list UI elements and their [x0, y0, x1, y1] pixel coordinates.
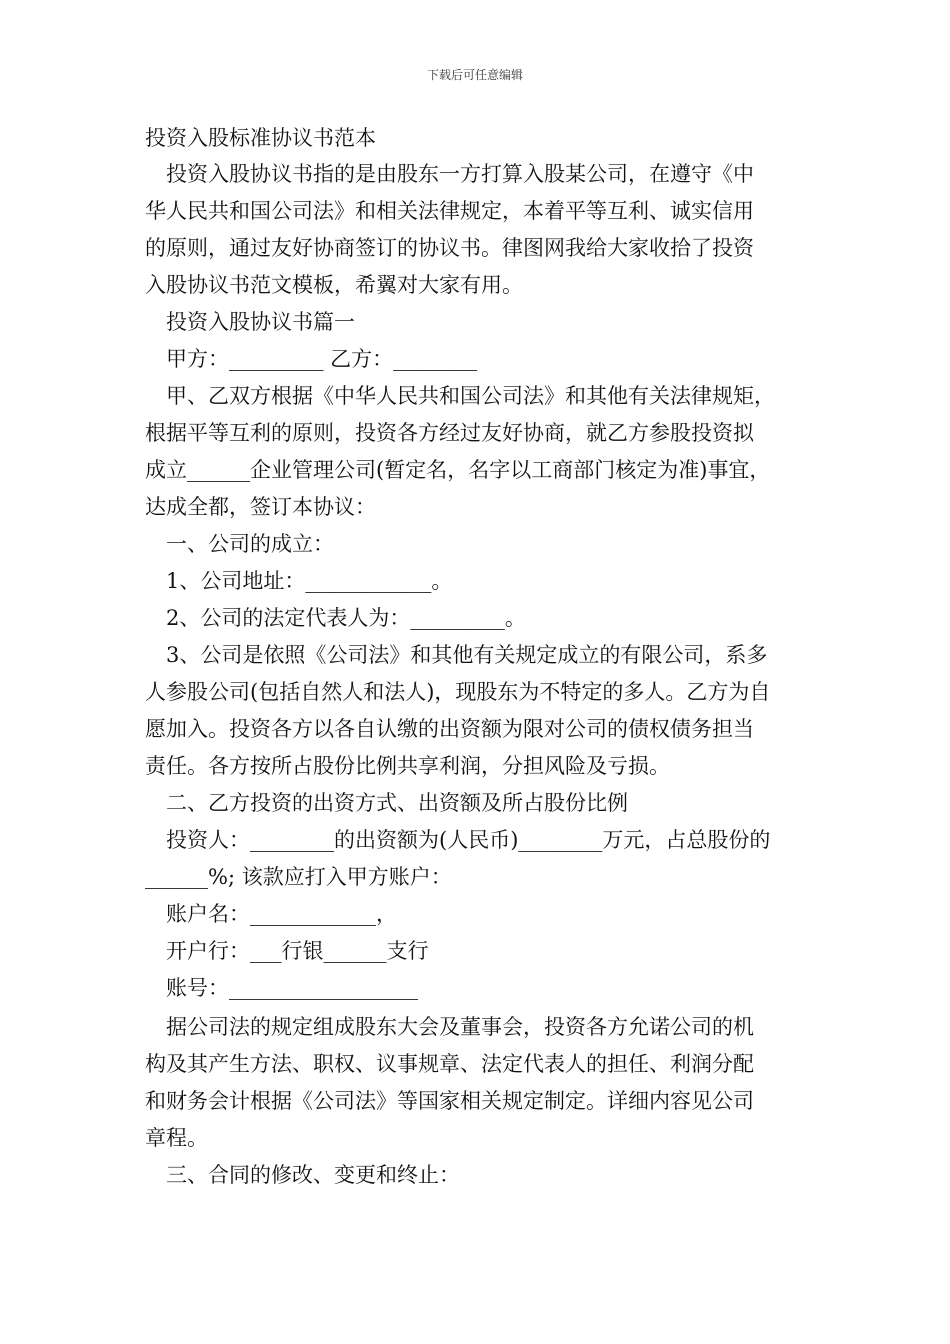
clause-heading: 三、合同的修改、变更和终止：: [166, 1163, 460, 1187]
account-number-line: 账号：__________________: [166, 976, 418, 1000]
account-name-line: 账户名：____________，: [166, 902, 397, 926]
paragraph-line: 构及其产生方法、职权、议事规章、法定代表人的担任、利润分配: [145, 1052, 754, 1076]
paragraph-line: 投资入股协议书指的是由股东一方打算入股某公司，在遵守《中: [166, 162, 754, 186]
paragraph-line: 愿加入。投资各方以各自认缴的出资额为限对公司的债权债务担当: [145, 717, 754, 741]
paragraph-line: 章程。: [145, 1126, 208, 1150]
bank-line: 开户行：___行银______支行: [166, 939, 429, 963]
section-heading: 投资入股协议书篇一: [166, 310, 355, 334]
paragraph-line: 华人民共和国公司法》和相关法律规定，本着平等互利、诚实信用: [145, 199, 754, 223]
clause-item: 2、公司的法定代表人为：_________。: [166, 606, 526, 630]
paragraph-line: 入股协议书范文模板，希翼对大家有用。: [145, 273, 523, 297]
document-body: [145, 120, 815, 1194]
paragraph-line: 人参股公司(包括自然人和法人)，现股东为不特定的多人。乙方为自: [145, 680, 771, 704]
paragraph-line: 和财务会计根据《公司法》等国家相关规定制定。详细内容见公司: [145, 1089, 754, 1113]
paragraph-line: 达成全都，签订本协议：: [145, 495, 376, 519]
clause-item: 3、公司是依照《公司法》和其他有关规定成立的有限公司，系多: [166, 643, 768, 667]
paragraph-line: 甲、乙双方根据《中华人民共和国公司法》和其他有关法律规矩，: [166, 384, 775, 408]
paragraph-line: 根据平等互利的原则，投资各方经过友好协商，就乙方参股投资拟: [145, 421, 754, 445]
clause-heading: 一、公司的成立：: [166, 532, 334, 556]
paragraph-line: 据公司法的规定组成股东大会及董事会，投资各方允诺公司的机: [166, 1015, 754, 1039]
paragraph-line: 的原则，通过友好协商签订的协议书。律图网我给大家收拾了投资: [145, 236, 754, 260]
header-note: 下载后可任意编辑: [426, 68, 523, 82]
paragraph-line: 成立______企业管理公司(暂定名，名字以工商部门核定为准)事宜，: [145, 458, 771, 482]
investment-line: ______%; 该款应打入甲方账户：: [145, 865, 452, 889]
investment-line: 投资人：________的出资额为(人民币)________万元，占总股份的: [166, 828, 771, 852]
party-line: 甲方：_________ 乙方：________: [166, 347, 478, 371]
paragraph-line: 责任。各方按所占股份比例共享利润，分担风险及亏损。: [145, 754, 670, 778]
document-title: 投资入股标准协议书范本: [145, 126, 376, 150]
clause-item: 1、公司地址：____________。: [166, 569, 453, 593]
clause-heading: 二、乙方投资的出资方式、出资额及所占股份比例: [166, 791, 628, 815]
